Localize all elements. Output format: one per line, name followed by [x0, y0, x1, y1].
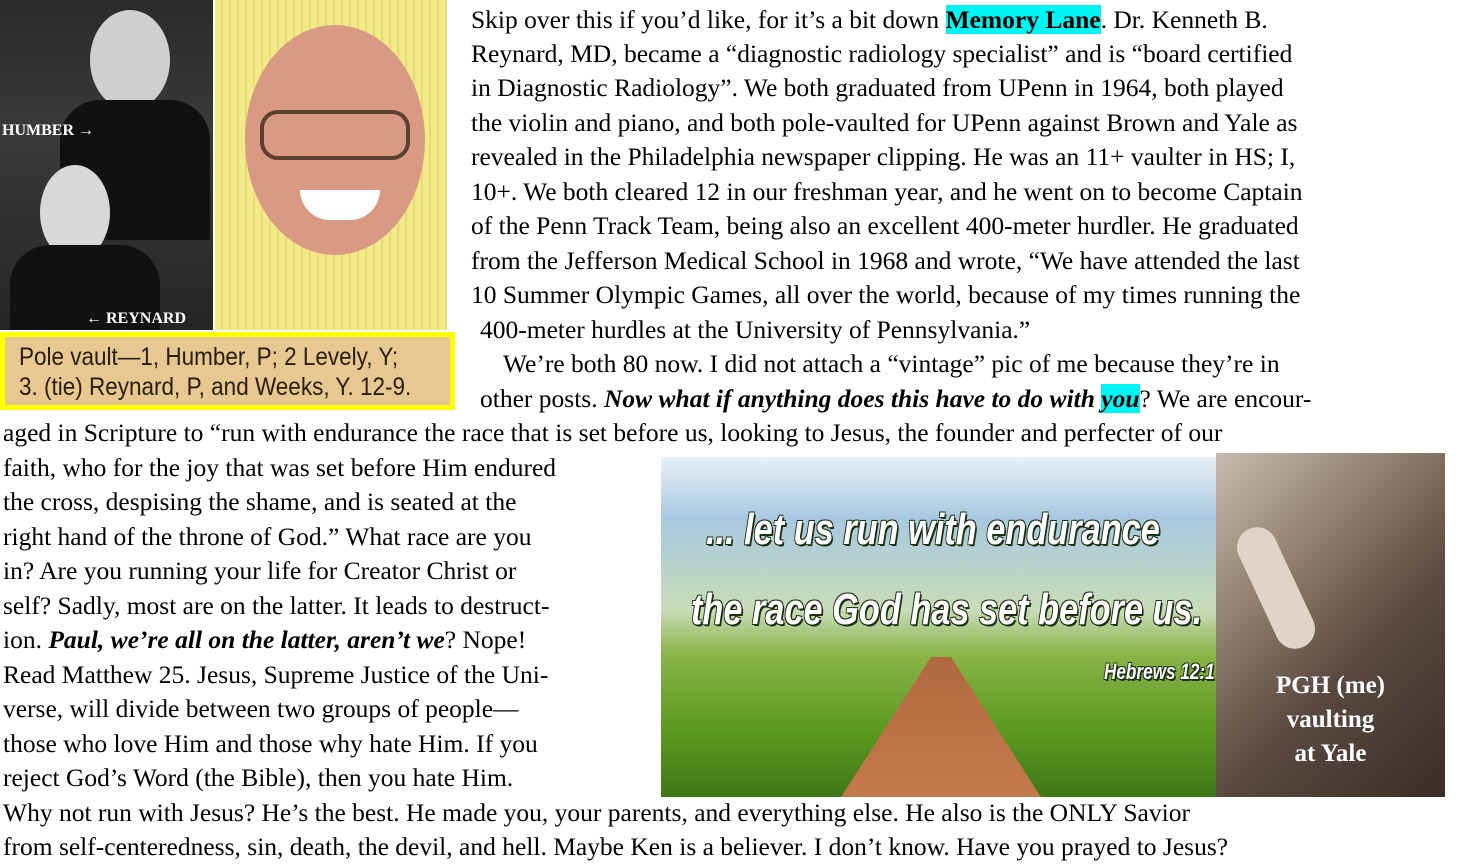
- text-segment: . Dr. Kenneth B.: [1100, 5, 1268, 34]
- text-line-12: [480, 382, 1311, 417]
- glasses: [260, 110, 410, 160]
- vaulter-figure: [1230, 521, 1321, 656]
- text-line-16: right hand of the throne of God.” What race are you: [3, 522, 532, 551]
- text-line-3: in Diagnostic Radiology”. We both graduated from UPenn in 1964, both played: [471, 73, 1284, 102]
- text-line-8: from the Jefferson Medical School in 1968 and wrote, “We have attended the last: [471, 246, 1300, 275]
- clipping-line-2: 3. (tie) Reynard, P, and Weeks, Y. 12-9.: [19, 373, 412, 401]
- vault-caption-3: at Yale: [1294, 740, 1367, 767]
- yearbook-photo: [0, 0, 213, 330]
- text-line-2: Reynard, MD, became a “diagnostic radiology specialist” and is “board certified: [471, 39, 1293, 68]
- text-line-9: 10 Summer Olympic Games, all over the world, because of my times running the: [471, 280, 1301, 309]
- text-segment: Skip over this if you’d like, for it’s a bit down: [471, 5, 946, 34]
- humber-label: HUMBER →: [2, 122, 94, 139]
- humber-face: [90, 10, 170, 110]
- text-line-22: those who love Him and those why hate Him. If you: [3, 729, 538, 758]
- text-segment: ? Nope!: [444, 625, 527, 654]
- text-segment: other posts.: [480, 384, 604, 413]
- portrait-photo: [215, 0, 447, 330]
- text-line-15: the cross, despising the shame, and is seated at the: [3, 487, 517, 516]
- text-line-5: revealed in the Philadelphia newspaper clipping. He was an 11+ vaulter in HS; I,: [471, 142, 1296, 171]
- you-highlight: you: [1101, 384, 1140, 413]
- text-line-21: verse, will divide between two groups of people—: [3, 694, 519, 723]
- banner-line-1: ... let us run with endurance: [706, 505, 1160, 554]
- text-line-7: of the Penn Track Team, being also an excellent 400-meter hurdler. He graduated: [471, 211, 1299, 240]
- emphasis-quote: Paul, we’re all on the latter, aren’t we: [48, 625, 445, 654]
- text-line-1: [471, 3, 1268, 38]
- emphasis-question: Now what if anything does this have to do with: [603, 384, 1102, 413]
- text-segment: ? We are encour-: [1139, 384, 1312, 413]
- text-line-4: the violin and piano, and both pole-vaulted for UPenn against Brown and Yale as: [471, 108, 1298, 137]
- text-line-10: 400-meter hurdles at the University of Pennsylvania.”: [480, 315, 1031, 344]
- text-line-17: in? Are you running your life for Creator Christ or: [3, 556, 517, 585]
- text-line-25: from self-centeredness, sin, death, the devil, and hell. Maybe Ken is a believer. I don’t know. Have you prayed to Jesus?: [3, 832, 1229, 861]
- text-segment: ion.: [3, 625, 49, 654]
- clipping-line-1: Pole vault—1, Humber, P; 2 Levely, Y;: [19, 343, 399, 371]
- text-line-18: self? Sadly, most are on the latter. It leads to destruct-: [3, 591, 550, 620]
- text-line-11: We’re both 80 now. I did not attach a “vintage” pic of me because they’re in: [503, 349, 1280, 378]
- running-track: [841, 657, 1041, 797]
- memory-lane-highlight: Memory Lane: [945, 5, 1101, 34]
- vault-caption-1: PGH (me): [1276, 672, 1385, 699]
- vaulting-photo: [1216, 453, 1445, 797]
- hebrews-banner: [661, 457, 1216, 797]
- text-line-24: Why not run with Jesus? He’s the best. He made you, your parents, and everything else. He also is the ONLY Savior: [3, 798, 1190, 827]
- text-line-6: 10+. We both cleared 12 in our freshman year, and he went on to become Captain: [471, 177, 1303, 206]
- banner-reference: Hebrews 12:1: [1104, 659, 1215, 684]
- text-line-23: reject God’s Word (the Bible), then you hate Him.: [3, 763, 514, 792]
- text-line-19: [3, 623, 526, 658]
- text-line-13: aged in Scripture to “run with endurance the race that is set before us, looking to Jesus, the founder and perfecter of our: [3, 418, 1223, 447]
- banner-line-2: the race God has set before us.: [691, 585, 1203, 634]
- text-line-14: faith, who for the joy that was set before Him endured: [3, 453, 557, 482]
- reynard-label: ← REYNARD: [86, 310, 186, 327]
- text-line-20: Read Matthew 25. Jesus, Supreme Justice of the Uni-: [3, 660, 549, 689]
- newspaper-clipping: [0, 332, 455, 410]
- vault-caption-2: vaulting: [1286, 706, 1375, 733]
